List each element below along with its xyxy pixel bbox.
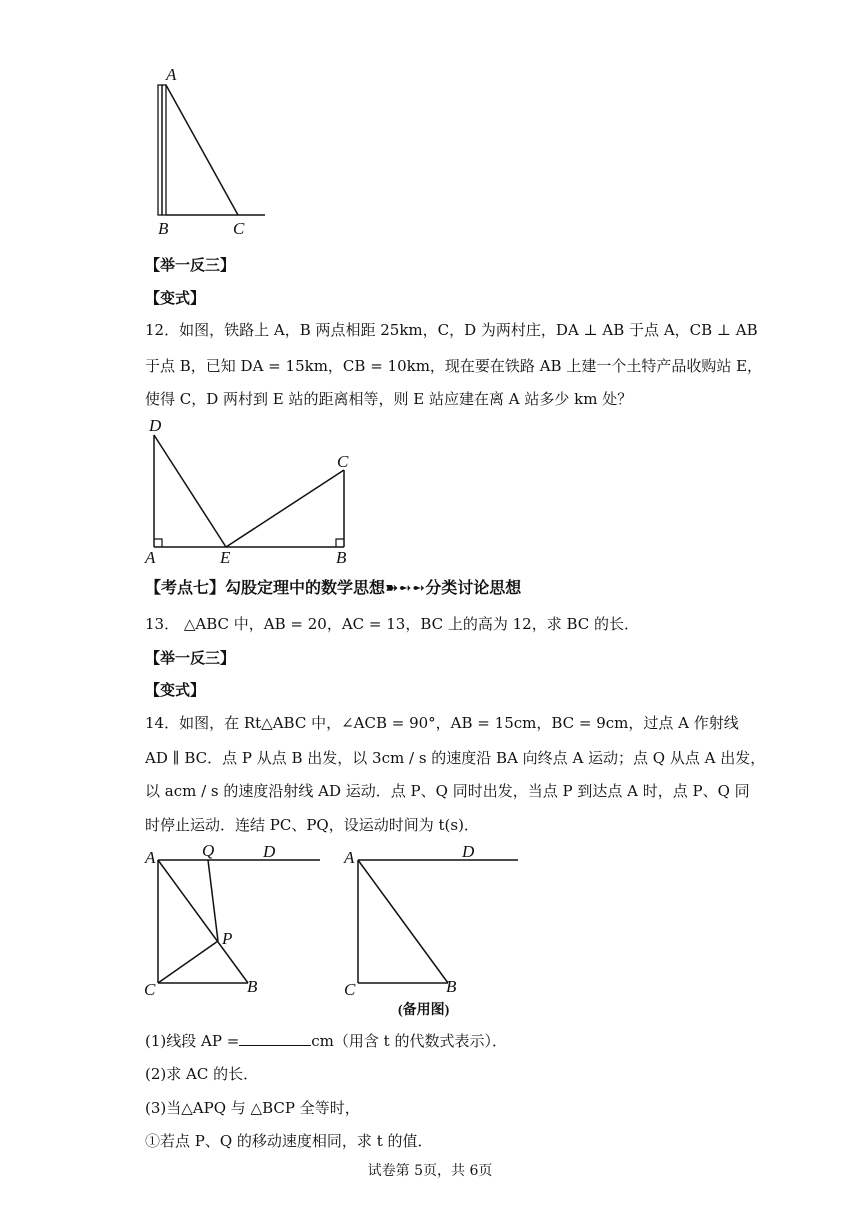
label-d: D (263, 842, 276, 861)
section-bianshi-1: 【变式】 (145, 289, 206, 307)
label-a: A (145, 848, 156, 867)
label-a: A (166, 65, 177, 84)
q12-line2: 于点 B，已知 DA = 15km，CB = 10km，现在要在铁路 AB 上建一个土特产品收购站 E， (145, 357, 763, 375)
label-p: P (222, 929, 233, 948)
figure-q14-backup (340, 840, 530, 1020)
label-b: B (158, 219, 169, 238)
label-b: B (446, 977, 457, 996)
label-a: A (145, 548, 156, 567)
label-c: C (144, 980, 156, 999)
q14-sub3: (3)当△APQ 与 △BCP 全等时， (145, 1099, 360, 1117)
q12-line1: 12．如图，铁路上 A，B 两点相距 25km，C，D 为两村庄，DA ⊥ AB 于点 A，CB ⊥ AB (145, 321, 758, 339)
backup-caption: (备用图) (398, 1003, 450, 1018)
section-kaodian7: 【考点七】勾股定理中的数学思想➽➻➻分类讨论思想 (145, 578, 522, 597)
q14-line2: AD ∥ BC．点 P 从点 B 出发，以 3cm / s 的速度沿 BA 向终点 A 运动；点 Q 从点 A 出发， (145, 749, 766, 767)
q14-sub1 (145, 1031, 507, 1051)
label-d: D (149, 416, 162, 435)
label-e: E (220, 548, 231, 567)
section-bianshi-2: 【变式】 (145, 681, 206, 699)
label-d: D (462, 842, 475, 861)
label-c: C (344, 980, 356, 999)
q14-line1: 14．如图，在 Rt△ABC 中，∠ACB = 90°，AB = 15cm，BC = 9cm，过点 A 作射线 (145, 714, 739, 732)
label-q: Q (202, 841, 215, 860)
q14-line4: 时停止运动．连结 PC、PQ，设运动时间为 t(s)． (145, 816, 479, 834)
q14-sub1-pre: (1)线段 AP = (145, 1032, 240, 1050)
page-footer: 试卷第 5页，共 6页 (367, 1163, 493, 1179)
q14-sub3-1: ①若点 P、Q 的移动速度相同，求 t 的值． (145, 1132, 433, 1150)
label-c: C (233, 219, 245, 238)
section-juyifansan-1: 【举一反三】 (145, 256, 236, 274)
q12-line3: 使得 C，D 两村到 E 站的距离相等，则 E 站应建在离 A 站多少 km 处？ (145, 390, 633, 408)
label-b: B (247, 977, 258, 996)
figure-q14-main (140, 840, 330, 1000)
label-b: B (336, 548, 347, 567)
figure-q12 (140, 415, 370, 570)
label-a: A (344, 848, 355, 867)
q14-sub2: (2)求 AC 的长． (145, 1065, 259, 1083)
q14-line3: 以 acm / s 的速度沿射线 AD 运动．点 P、Q 同时出发，当点 P 到达点 A 时，点 P、Q 同 (145, 782, 750, 800)
section-juyifansan-2: 【举一反三】 (145, 649, 236, 667)
q13-line1: 13． △ABC 中，AB = 20，AC = 13，BC 上的高为 12，求 BC 的长． (145, 615, 640, 633)
label-c: C (337, 452, 349, 471)
figure-tower (150, 60, 280, 240)
q14-sub1-post: cm（用含 t 的代数式表示）． (311, 1032, 507, 1050)
answer-blank (239, 1031, 311, 1046)
